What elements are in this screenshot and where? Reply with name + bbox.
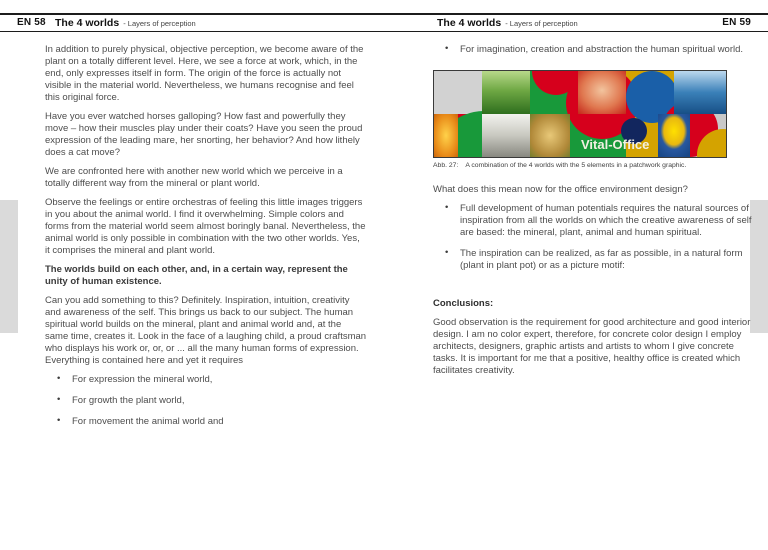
- patchwork-figure-svg: [434, 71, 726, 157]
- list-item-text: For growth the plant world,: [72, 395, 185, 406]
- list-item-text: For movement the animal world and: [72, 416, 224, 427]
- chapter-title-text: The 4 worlds: [437, 17, 502, 29]
- list-item-text: The inspiration can be realized, as far as possible, in a natural form (plant in plant pot) or as a picture motif:: [460, 248, 743, 271]
- list-item: [45, 416, 367, 428]
- header-bottom-rule: [0, 31, 768, 32]
- figure-caption: [433, 161, 755, 170]
- bullet-marker: •: [445, 43, 449, 54]
- page-number-right: EN 59: [722, 17, 751, 28]
- bold-statement: The worlds build on each other, and, in a certain way, represent the unity of human existence.: [45, 264, 348, 287]
- bullet-list-right: [433, 203, 755, 272]
- list-item: [433, 248, 755, 272]
- photo-laughing-child: [578, 71, 626, 114]
- paragraph: Observe the feelings or entire orchestras of feeling this little images triggers in you about the animal world. I find it overwhelming. Simple colors and forms from the material world seem almost boringly banal. Nevertheless, the animal world is only possible in combination with the two other worlds. Yes, it comprises the mineral and plant world.: [45, 197, 366, 256]
- bullet-marker: •: [57, 394, 61, 405]
- chapter-subtitle-text: - Layers of perception: [505, 19, 578, 28]
- right-page-column: [433, 44, 755, 384]
- question-paragraph: What does this mean now for the office environment design?: [433, 184, 688, 195]
- photo-horses-meadow: [482, 71, 530, 114]
- chapter-title-text: The 4 worlds: [55, 17, 120, 29]
- photo-man: [482, 114, 530, 157]
- list-item: [45, 395, 367, 407]
- list-item: [45, 374, 367, 386]
- photo-whale: [674, 71, 726, 114]
- running-header: [0, 15, 768, 31]
- page-number-left: EN 58: [17, 17, 46, 28]
- conclusions-paragraph: Good observation is the requirement for good architecture and good interior design. I am no color expert, therefore, for concrete color design I employ architects, designers, graphic artists and artists to whom I give concrete tasks. It is important for me that a positive, healthy office is created which facilitates creativity.: [433, 317, 751, 376]
- bullet-list-top: [433, 44, 755, 56]
- figure-caption-text: A combination of the 4 worlds with the 5 elements in a patchwork graphic.: [465, 162, 687, 169]
- left-page-column: [45, 44, 367, 437]
- chapter-title-right: [437, 17, 578, 29]
- paragraph: In addition to purely physical, objective perception, we become aware of the plant on a totally different level. Here, we see a force at work, which, in the end, only expresses itself in form. The origin of the force is actually not visible in the material world. Nevertheless, we humans recognise and feel this original force.: [45, 44, 364, 103]
- tile-gray: [434, 71, 482, 114]
- list-item-text: For expression the mineral world,: [72, 374, 213, 385]
- paragraph: Can you add something to this? Definitely. Inspiration, intuition, creativity and awareness of the self. This brings us back to our subject. The human spiritual world builds on the mineral, plant and animal world and, at the same time, creates it. Look in the face of a laughing child, a proud craftsman who displays his work or, or, or ... all the many human forms of expression. Everything is contained here and yet it requires: [45, 295, 367, 366]
- bullet-marker: •: [445, 202, 449, 213]
- paragraph: We are confronted here with another new world which we perceive in a totally different way from the mineral or plant world.: [45, 166, 343, 189]
- photo-lion: [530, 114, 570, 157]
- bullet-marker: •: [445, 247, 449, 258]
- bullet-marker: •: [57, 415, 61, 426]
- patchwork-graphic: [433, 70, 727, 158]
- list-item-text: Full development of human potentials requires the natural sources of inspiration from all the worlds on which the creative awareness of self are based: the mineral, plant, animal and human spiritual.: [460, 203, 752, 238]
- figure-abb27: [433, 70, 755, 170]
- thumb-index-tab-left: [0, 200, 18, 333]
- paragraph: Have you ever watched horses galloping? How fast and powerfully they move – how their muscles play under their coats? Have you seen the proud expression of the leading mare, her snorting, her behavior? And how lithely does a cat move?: [45, 111, 363, 158]
- photo-sunflower: [658, 114, 690, 157]
- photo-flower: [434, 114, 458, 157]
- list-item: [433, 44, 755, 56]
- conclusions-heading: Conclusions:: [433, 298, 494, 309]
- list-item: [433, 203, 755, 239]
- figure-caption-label: Abb. 27:: [433, 162, 459, 169]
- list-item-text: For imagination, creation and abstraction the human spiritual world.: [460, 44, 744, 55]
- vital-office-wordmark: Vital-Office: [581, 137, 650, 152]
- bullet-list-left: [45, 374, 367, 428]
- chapter-title-left: [55, 17, 196, 29]
- chapter-subtitle-text: - Layers of perception: [123, 19, 196, 28]
- bullet-marker: •: [57, 373, 61, 384]
